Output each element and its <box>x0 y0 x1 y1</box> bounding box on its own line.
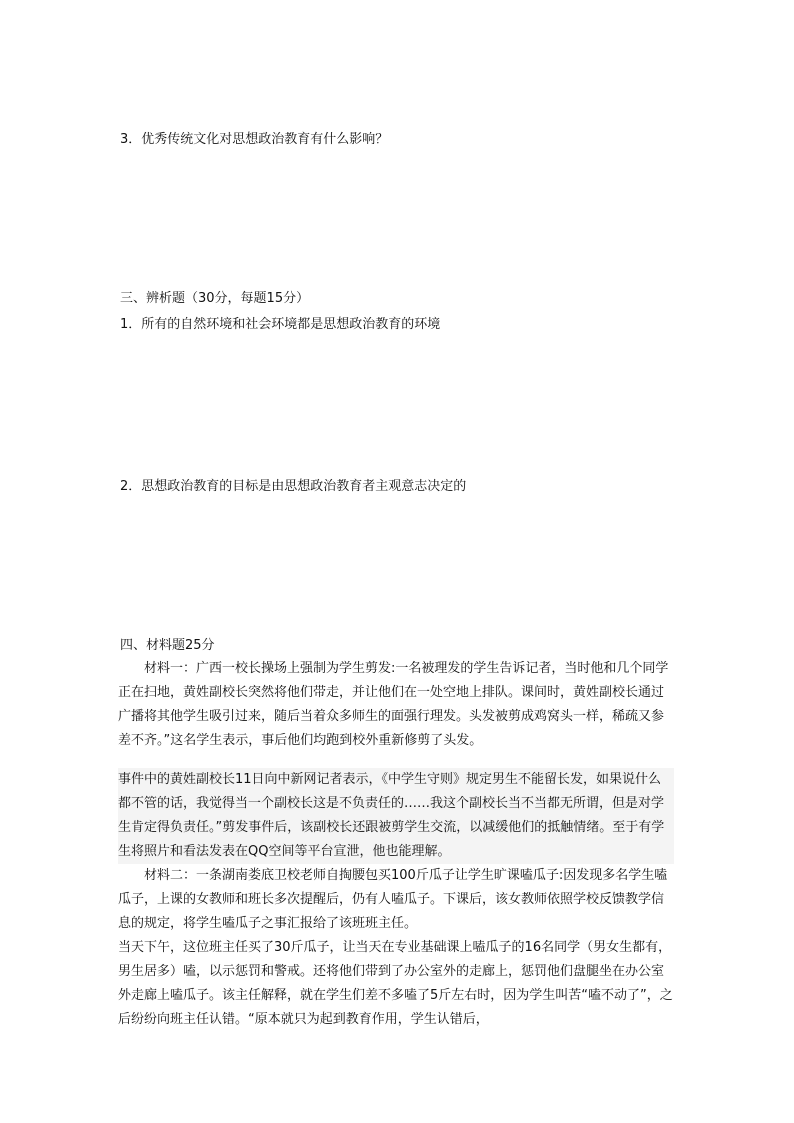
material-1 <box>118 657 674 753</box>
material-1-paragraph-1: 材料一：广西一校长操场上强制为学生剪发:一名被理发的学生告诉记者，当时他和几个同学正在扫地，黄姓副校长突然将他们带走，并让他们在一处空地上排队。课间时，黄姓副校长通过广播将其他学生吸引过来，随后当着众多师生的面强行理发。头发被剪成鸡窝头一样，稀疏又参差不齐。”这名学生表示，事后他们均跑到校外重新修剪了头发。 <box>118 661 669 748</box>
material-2 <box>118 864 674 1032</box>
material-2-paragraph-1: 材料二：一条湖南娄底卫校老师自掏腰包买100斤瓜子让学生旷课嗑瓜子:因发现多名学生嗑瓜子，上课的女教师和班长多次提醒后，仍有人嗑瓜子。下课后，该女教师依照学校反馈教学信息的规定，将学生嗑瓜子之事汇报给了该班班主任。 <box>118 868 668 931</box>
section-3-question-2: 2．思想政治教育的目标是由思想政治教育者主观意志决定的 <box>120 479 467 494</box>
section-4-heading: 四、材料题25分 <box>120 638 215 653</box>
section-3-question-1: 1．所有的自然环境和社会环境都是思想政治教育的环境 <box>120 317 441 332</box>
material-1-continued <box>118 768 674 864</box>
question-3: 3．优秀传统文化对思想政治教育有什么影响？ <box>120 132 389 147</box>
material-2-paragraph-2: 当天下午，这位班主任买了30斤瓜子，让当天在专业基础课上嗑瓜子的16名同学（男女生都有，男生居多）嗑，以示惩罚和警戒。还将他们带到了办公室外的走廊上，惩罚他们盘腿坐在办公室外走廊上嗑瓜子。该主任解释，就在学生们差不多嗑了5斤左右时，因为学生叫苦“嗑不动了”，之后纷纷向班主任认错。“原本就只为起到教育作用，学生认错后， <box>118 940 673 1027</box>
section-3-heading: 三、辨析题（30分，每题15分） <box>120 291 310 306</box>
material-1-paragraph-2: 事件中的黄姓副校长11日向中新网记者表示，《中学生守则》规定男生不能留长发，如果说什么都不管的话，我觉得当一个副校长这是不负责任的……我这个副校长当不当都无所谓，但是对学生肯定得负责任。”剪发事件后，该副校长还跟被剪学生交流，以减缓他们的抵触情绪。至于有学生将照片和看法发表在QQ空间等平台宣泄，他也能理解。 <box>118 772 665 859</box>
